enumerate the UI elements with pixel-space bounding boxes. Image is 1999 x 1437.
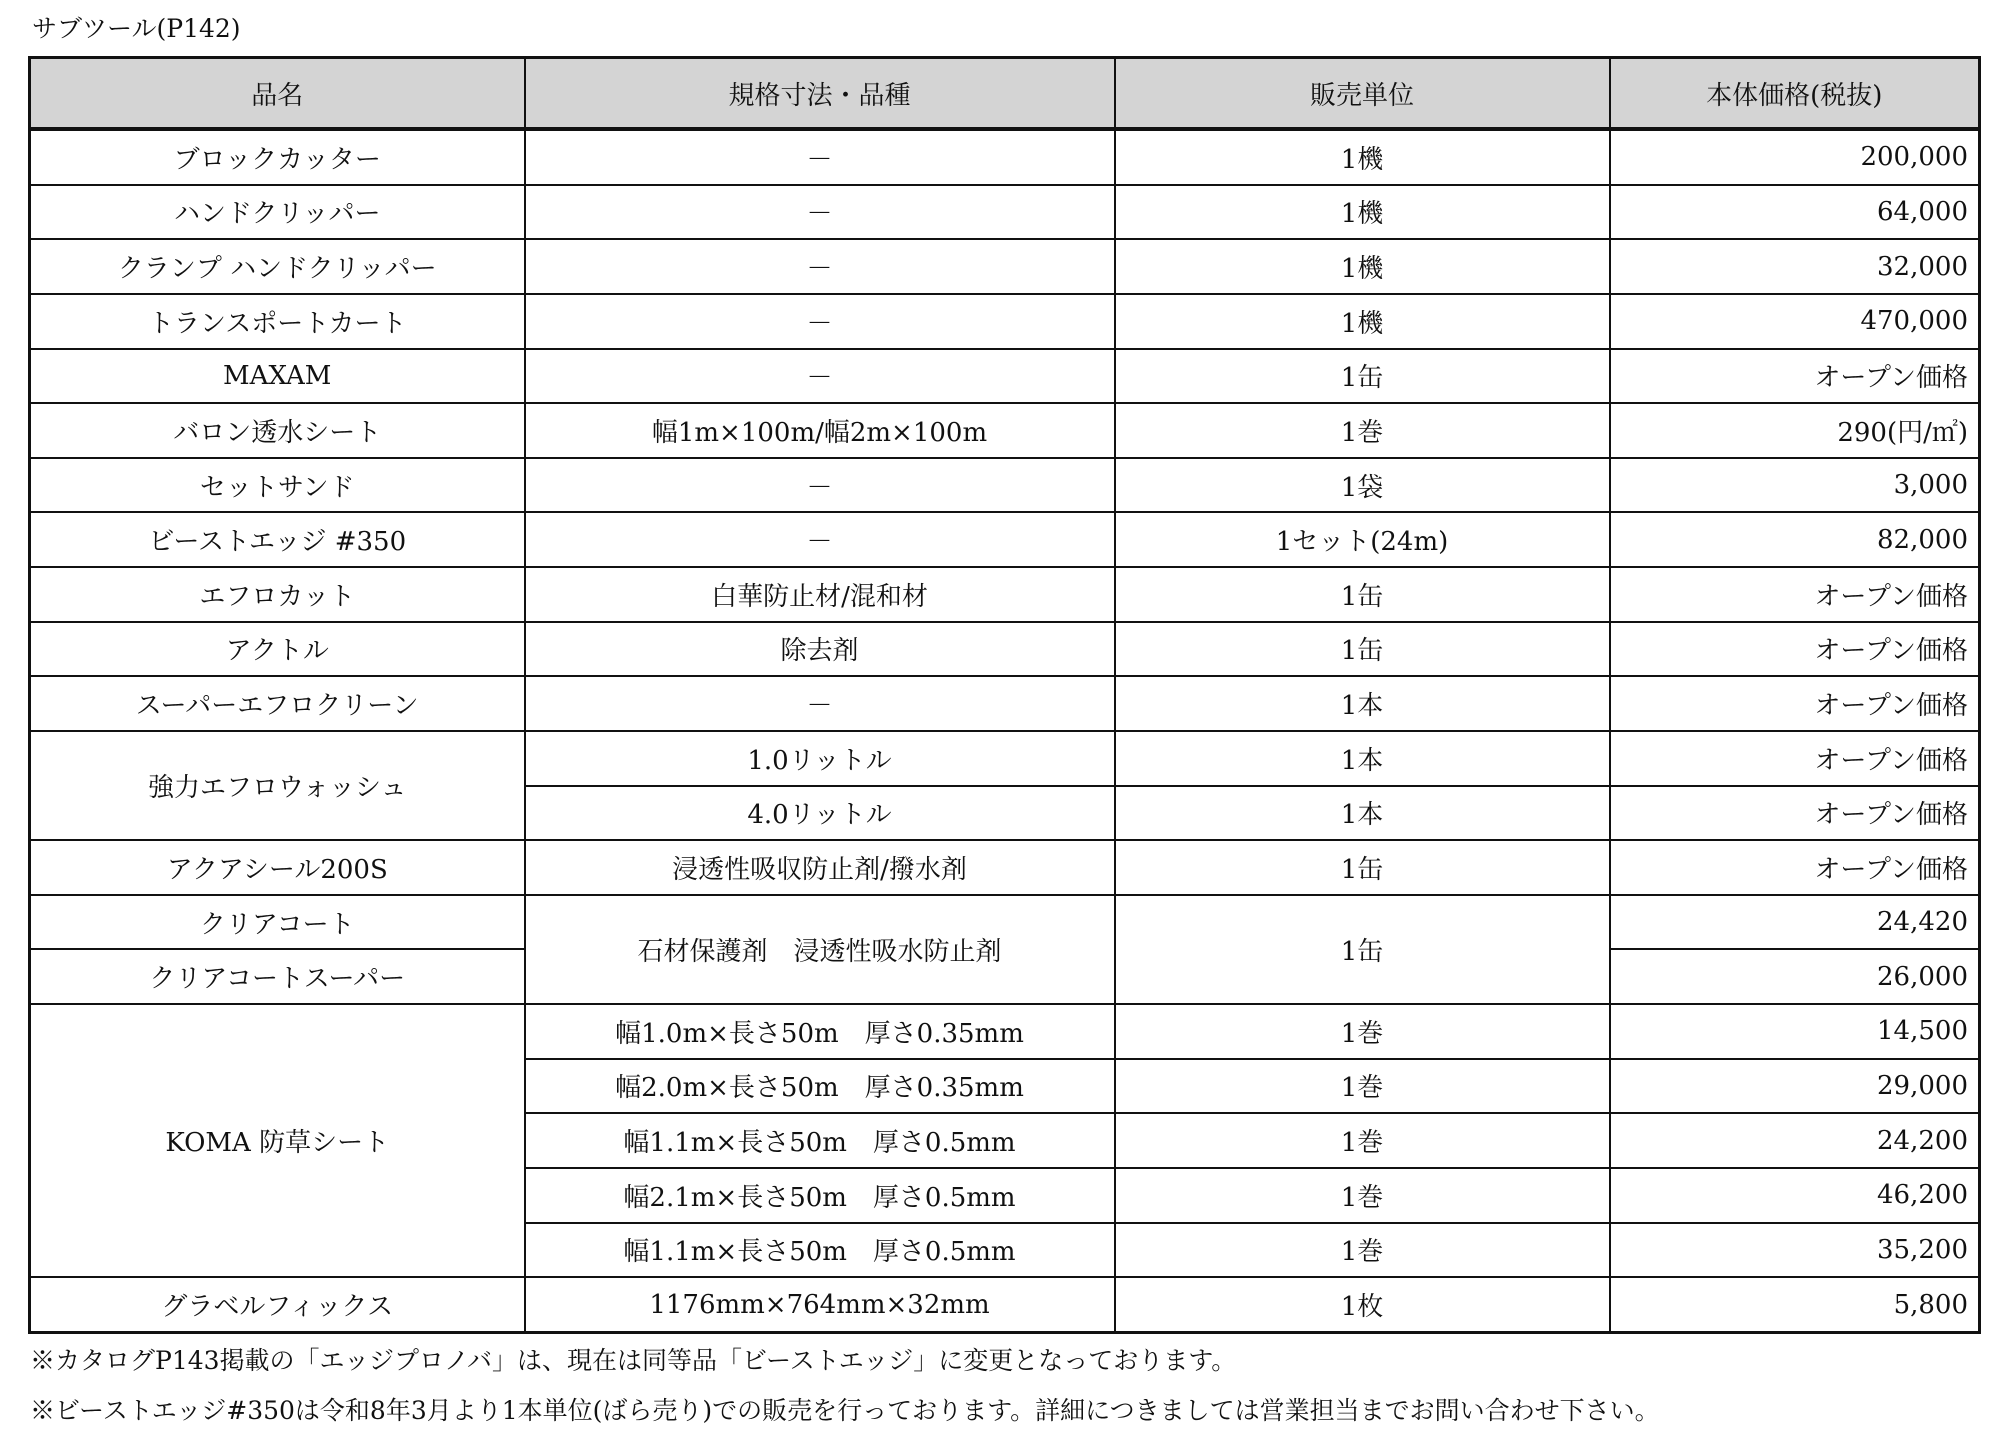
spec: 4.0リットル: [525, 786, 1115, 841]
table-row: [30, 1277, 1980, 1332]
price: 46,200: [1610, 1168, 1980, 1223]
product-name: スーパーエフロクリーン: [30, 676, 525, 731]
price: 32,000: [1610, 239, 1980, 294]
price: 3,000: [1610, 458, 1980, 513]
spec: 白華防止材/混和材: [525, 567, 1115, 622]
spec: 1176mm×764mm×32mm: [525, 1277, 1115, 1332]
price: オープン価格: [1610, 676, 1980, 731]
price: オープン価格: [1610, 349, 1980, 404]
sales-unit: 1巻: [1115, 1113, 1610, 1168]
note-edge-pro-nova: ※カタログP143掲載の「エッジプロノバ」は、現在は同等品「ビーストエッジ」に変更となっております。: [30, 1346, 1237, 1375]
price: 29,000: [1610, 1059, 1980, 1114]
table-row: [30, 185, 1980, 240]
spec: －: [525, 349, 1115, 404]
table-row: [30, 294, 1980, 349]
spec: －: [525, 239, 1115, 294]
sales-unit: 1機: [1115, 294, 1610, 349]
sales-unit: 1袋: [1115, 458, 1610, 513]
table-header-row: [30, 58, 1980, 130]
price: オープン価格: [1610, 786, 1980, 841]
table-row: [30, 622, 1980, 677]
spec: －: [525, 458, 1115, 513]
table-row: [30, 895, 1980, 950]
price: 35,200: [1610, 1223, 1980, 1278]
price: 24,200: [1610, 1113, 1980, 1168]
product-name: ブロックカッター: [30, 129, 525, 185]
product-name: アクトル: [30, 622, 525, 677]
spec: 除去剤: [525, 622, 1115, 677]
spec: 幅1.1m×長さ50m 厚さ0.5mm: [525, 1223, 1115, 1278]
product-name: KOMA 防草シート: [30, 1004, 525, 1277]
sales-unit: 1本: [1115, 676, 1610, 731]
spec: －: [525, 676, 1115, 731]
product-name: クリアコートスーパー: [30, 949, 525, 1004]
price: 24,420: [1610, 895, 1980, 950]
spec: 浸透性吸収防止剤/撥水剤: [525, 840, 1115, 895]
spec: 石材保護剤 浸透性吸水防止剤: [525, 895, 1115, 1004]
page-title: サブツール(P142): [32, 14, 241, 43]
price: オープン価格: [1610, 731, 1980, 786]
table-row: [30, 567, 1980, 622]
header-spec: 規格寸法・品種: [525, 58, 1115, 130]
table-row: [30, 129, 1980, 185]
table-row: [30, 458, 1980, 513]
product-name: ハンドクリッパー: [30, 185, 525, 240]
sales-unit: 1缶: [1115, 840, 1610, 895]
header-price: 本体価格(税抜): [1610, 58, 1980, 130]
table-row: [30, 676, 1980, 731]
sales-unit: 1本: [1115, 786, 1610, 841]
product-name: エフロカット: [30, 567, 525, 622]
spec: 幅1.0m×長さ50m 厚さ0.35mm: [525, 1004, 1115, 1059]
sales-unit: 1缶: [1115, 622, 1610, 677]
spec: 幅2.1m×長さ50m 厚さ0.5mm: [525, 1168, 1115, 1223]
spec: －: [525, 512, 1115, 567]
sales-unit: 1本: [1115, 731, 1610, 786]
notes: [30, 1336, 1660, 1436]
header-unit: 販売単位: [1115, 58, 1610, 130]
sales-unit: 1機: [1115, 129, 1610, 185]
sales-unit: 1巻: [1115, 1223, 1610, 1278]
table-row: [30, 1004, 1980, 1059]
spec: 幅1.1m×長さ50m 厚さ0.5mm: [525, 1113, 1115, 1168]
price: 82,000: [1610, 512, 1980, 567]
sales-unit: 1機: [1115, 239, 1610, 294]
sales-unit: 1セット(24m): [1115, 512, 1610, 567]
product-name: ビーストエッジ #350: [30, 512, 525, 567]
product-name: クリアコート: [30, 895, 525, 950]
sales-unit: 1巻: [1115, 1059, 1610, 1114]
spec: 1.0リットル: [525, 731, 1115, 786]
price: 200,000: [1610, 129, 1980, 185]
header-product-name: 品名: [30, 58, 525, 130]
sales-unit: 1缶: [1115, 349, 1610, 404]
product-name: バロン透水シート: [30, 403, 525, 458]
product-name: アクアシール200S: [30, 840, 525, 895]
price: 14,500: [1610, 1004, 1980, 1059]
sales-unit: 1缶: [1115, 895, 1610, 1004]
sales-unit: 1枚: [1115, 1277, 1610, 1332]
sales-unit: 1缶: [1115, 567, 1610, 622]
spec: －: [525, 129, 1115, 185]
table-row: [30, 731, 1980, 786]
note-beast-edge-sale: ※ビーストエッジ#350は令和8年3月より1本単位(ばら売り)での販売を行っております。詳細につきましては営業担当までお問い合わせ下さい。: [30, 1396, 1660, 1425]
table-row: [30, 512, 1980, 567]
sales-unit: 1機: [1115, 185, 1610, 240]
price: オープン価格: [1610, 840, 1980, 895]
product-name: グラベルフィックス: [30, 1277, 525, 1332]
product-name: MAXAM: [30, 349, 525, 404]
table-row: [30, 403, 1980, 458]
sales-unit: 1巻: [1115, 1168, 1610, 1223]
table-row: [30, 239, 1980, 294]
product-name: 強力エフロウォッシュ: [30, 731, 525, 840]
spec: －: [525, 185, 1115, 240]
spec: －: [525, 294, 1115, 349]
price: 290(円/㎡): [1610, 403, 1980, 458]
price-table: [28, 56, 1981, 1334]
table-row: [30, 840, 1980, 895]
table-row: [30, 349, 1980, 404]
price: 470,000: [1610, 294, 1980, 349]
sales-unit: 1巻: [1115, 403, 1610, 458]
spec: 幅1m×100m/幅2m×100m: [525, 403, 1115, 458]
price: 26,000: [1610, 949, 1980, 1004]
sales-unit: 1巻: [1115, 1004, 1610, 1059]
product-name: トランスポートカート: [30, 294, 525, 349]
price: オープン価格: [1610, 622, 1980, 677]
price: 64,000: [1610, 185, 1980, 240]
product-name: クランプ ハンドクリッパー: [30, 239, 525, 294]
price: 5,800: [1610, 1277, 1980, 1332]
spec: 幅2.0m×長さ50m 厚さ0.35mm: [525, 1059, 1115, 1114]
price: オープン価格: [1610, 567, 1980, 622]
product-name: セットサンド: [30, 458, 525, 513]
